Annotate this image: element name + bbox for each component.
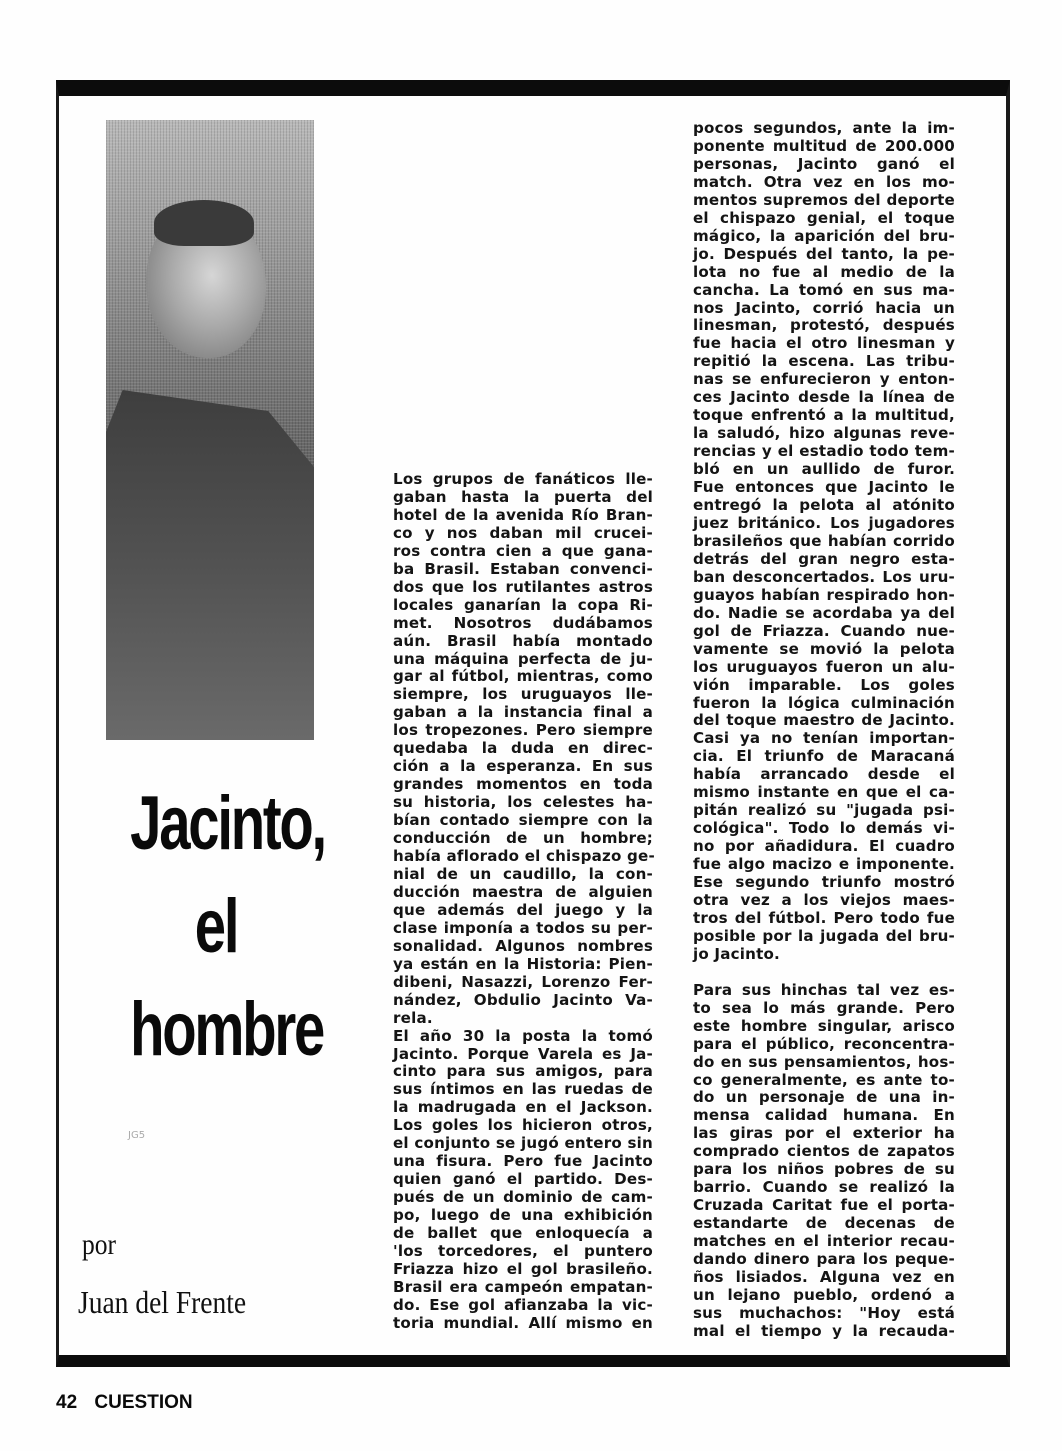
text-line: jo Jacinto. [693, 944, 780, 963]
text-line: aún. Brasil había montado [393, 631, 653, 650]
text-line: posible por la jugada del bru- [693, 926, 955, 945]
text-line: mentos supremos del deporte [693, 190, 955, 209]
text-line: el conjunto se jugó entero sin [393, 1134, 653, 1153]
text-line: para los niños pobres de su [693, 1160, 955, 1179]
text-line: un lejano pueblo, ordenó a [693, 1285, 955, 1304]
text-line: había aflorado el chispazo ge- [393, 847, 655, 866]
text-line: mal el tiempo y la recauda- [693, 1321, 955, 1340]
text-line: dando dinero para los peque- [693, 1250, 955, 1269]
text-line: do un personaje de una in- [693, 1088, 955, 1107]
text-line: detrás del gran negro esta- [693, 549, 955, 568]
text-line: El año 30 la posta la tomó [393, 1026, 653, 1045]
text-line: sus muchachos: "Hoy está [693, 1303, 955, 1322]
text-line: to sea lo más grande. Pero [693, 998, 955, 1017]
text-line: co generalmente, es ante to- [693, 1070, 955, 1089]
text-line: los tropezones. Pero siempre [393, 721, 653, 740]
text-line: de ballet que enloquecía a [393, 1224, 653, 1243]
text-line: juez británico. Los jugadores [693, 513, 955, 532]
text-line: nos Jacinto, corrió hacia un [693, 298, 955, 317]
text-line: barrio. Cuando se realizó la [693, 1178, 955, 1197]
text-line: siempre, los uruguayos lle- [393, 685, 653, 704]
byline-author: Juan del Frente [78, 1284, 247, 1320]
text-line: bló en un aullido de furor. [693, 460, 955, 479]
text-line: Para sus hinchas tal vez es- [693, 980, 955, 999]
text-line: gaban hasta la puerta del [393, 487, 653, 506]
text-line: el chispazo genial, el toque [693, 208, 955, 227]
text-line: conducción de un hombre; [393, 829, 653, 848]
text-line: su historia, los celestes ha- [393, 793, 653, 812]
text-line: dibeni, Nasazzi, Lorenzo Fer- [393, 972, 653, 991]
text-line: gol de Friazza. Cuando nue- [693, 621, 955, 640]
text-line: do. Nadie se acordaba ya del [693, 603, 955, 622]
text-line: grandes momentos en toda [393, 775, 653, 794]
page-footer [56, 1392, 193, 1414]
text-line: la saludó, hizo algunas reve- [693, 424, 955, 443]
text-line: del toque maestro de Jacinto. [693, 711, 955, 730]
text-line: las giras por el exterior ha [693, 1124, 955, 1143]
text-line: este hombre singular, arisco [693, 1016, 955, 1035]
text-line: ya están en la Historia: Pien- [393, 954, 653, 973]
text-line: repitió la escena. Las tribu- [693, 352, 955, 371]
text-line: pués de un dominio de cam- [393, 1188, 653, 1207]
magazine-name: CUESTION [94, 1392, 193, 1413]
text-line: quien ganó el partido. Des- [393, 1170, 653, 1189]
text-line: do. Ese gol afianzaba la vic- [393, 1295, 653, 1314]
text-line: co y nos daban mil crucei- [393, 523, 653, 542]
text-line: la madrugada en el Jackson. [393, 1098, 653, 1117]
text-line: sonalidad. Algunos nombres [393, 936, 653, 955]
text-line: que además del juego y la [393, 900, 653, 919]
text-line: estandarte de decenas de [693, 1214, 955, 1233]
text-line: ducción maestra de alguien [393, 882, 653, 901]
text-line: match. Otra vez en los mo- [693, 172, 955, 191]
text-line: fue hacia el otro linesman y [693, 334, 955, 353]
text-line: Friazza hizo el gol brasileño. [393, 1259, 653, 1278]
text-line: fueron la lógica culminación [693, 693, 955, 712]
headline-line: el [194, 884, 238, 969]
text-line: fue algo macizo e imponente. [693, 855, 955, 874]
text-line: una fisura. Pero fue Jacinto [393, 1152, 653, 1171]
text-line: quedaba la duda en direc- [393, 739, 653, 758]
text-line: cinto para sus amigos, para [393, 1062, 653, 1081]
text-line: pocos segundos, ante la im- [693, 119, 955, 137]
text-line: ponente multitud de 200.000 [693, 136, 955, 155]
text-line: rela. [393, 1008, 433, 1027]
text-line: Ese segundo triunfo mostró [693, 873, 955, 892]
text-line: vamente se movió la pelota [693, 639, 955, 658]
headline-line: Jacinto, [130, 781, 325, 866]
text-line: Cruzada Caritat fue el porta- [693, 1196, 955, 1215]
photo-hair [154, 200, 254, 246]
text-line: bían contado siempre con la [393, 811, 653, 830]
text-line: Los goles los hicieron otros, [393, 1116, 653, 1135]
text-line: personas, Jacinto ganó el [693, 154, 955, 173]
text-line: do en sus pensamientos, hos- [693, 1052, 955, 1071]
text-line: nández, Obdulio Jacinto Va- [393, 990, 653, 1009]
text-line: mismo instante en que el ca- [693, 783, 955, 802]
text-line: entregó la pelota al atónito [693, 496, 955, 515]
text-line: ban desconcertados. Los uru- [693, 567, 955, 586]
text-line: ción a la esperanza. En sus [393, 757, 653, 776]
text-line: no por añadidura. El cuadro [693, 837, 955, 856]
text-line: rencias y el estadio todo tem- [693, 442, 955, 461]
text-line: locales ganarían la copa Ri- [393, 595, 653, 614]
photo-mark: JG5 [128, 1130, 146, 1141]
text-line: comprado cientos de zapatos [693, 1142, 955, 1161]
text-line: hotel de la avenida Río Bran- [393, 505, 653, 524]
text-line: linesman, protestó, después [693, 316, 955, 335]
text-line: ces Jacinto desde la línea de [693, 388, 955, 407]
text-line: pitán realizó su "jugada psi- [693, 801, 955, 820]
text-line: guayos habían respirado hon- [693, 585, 955, 604]
text-line: para el público, reconcentra- [693, 1034, 955, 1053]
headline [130, 772, 325, 1081]
text-line: matches en el interior recau- [693, 1232, 955, 1251]
text-line: mágico, la aparición del bru- [693, 226, 955, 245]
headline-line: hombre [130, 987, 324, 1072]
text-line: cia. El triunfo de Maracaná [693, 747, 955, 766]
article-column-middle [393, 471, 653, 1333]
text-line: los uruguayos fueron un alu- [693, 657, 955, 676]
text-line: ños lisiados. Alguna vez en [693, 1268, 955, 1286]
text-line: nial de un caudillo, la con- [393, 864, 653, 883]
text-line: toria mundial. Allí mismo en [393, 1313, 653, 1332]
text-line: otra vez a los viejos maes- [693, 890, 955, 909]
text-line: 'los torcedores, el puntero [393, 1241, 653, 1260]
text-line: Los grupos de fanáticos lle- [393, 470, 653, 488]
text-line: lota no fue al medio de la [693, 262, 955, 281]
byline-prefix: por [82, 1228, 116, 1261]
text-line: vión imparable. Los goles [693, 675, 955, 694]
text-line: Brasil era campeón empatan- [393, 1277, 653, 1296]
text-line: tros del fútbol. Pero todo fue [693, 908, 955, 927]
text-line: Jacinto. Porque Varela es Ja- [393, 1044, 653, 1063]
text-line: nas se enfurecieron y enton- [693, 370, 955, 389]
text-line: cológica". Todo lo demás vi- [693, 819, 955, 838]
text-line: brasileños que habían corrido [693, 531, 955, 550]
text-line: cancha. La tomó en sus ma- [693, 280, 955, 299]
article-column-right [693, 120, 955, 1341]
text-line: po, luego de una exhibición [393, 1206, 653, 1225]
text-line: gar al fútbol, mientras, como [393, 667, 653, 686]
text-line: Casi ya no tenían importan- [693, 729, 955, 748]
text-line: toque enfrentó a la multitud, [693, 406, 955, 425]
text-line: sus íntimos en las ruedas de [393, 1080, 653, 1099]
portrait-photo [106, 120, 314, 740]
text-line: una máquina perfecta de ju- [393, 649, 653, 668]
page-number: 42 [56, 1392, 78, 1413]
photo-body [106, 390, 314, 740]
text-line [693, 964, 955, 982]
text-line: jo. Después del tanto, la pe- [693, 244, 955, 263]
text-line: había arrancado desde el [693, 765, 955, 784]
text-line: dos que los rutilantes astros [393, 577, 653, 596]
text-line: clase imponía a todos su per- [393, 918, 653, 937]
text-line: ba Brasil. Estaban convenci- [393, 559, 653, 578]
text-line: met. Nosotros dudábamos [393, 613, 653, 632]
text-line: Fue entonces que Jacinto le [693, 478, 955, 497]
text-line: mensa calidad humana. En [693, 1106, 955, 1125]
text-line: ros contra cien a que gana- [393, 541, 653, 560]
text-line: gaban a la instancia final a [393, 703, 653, 722]
